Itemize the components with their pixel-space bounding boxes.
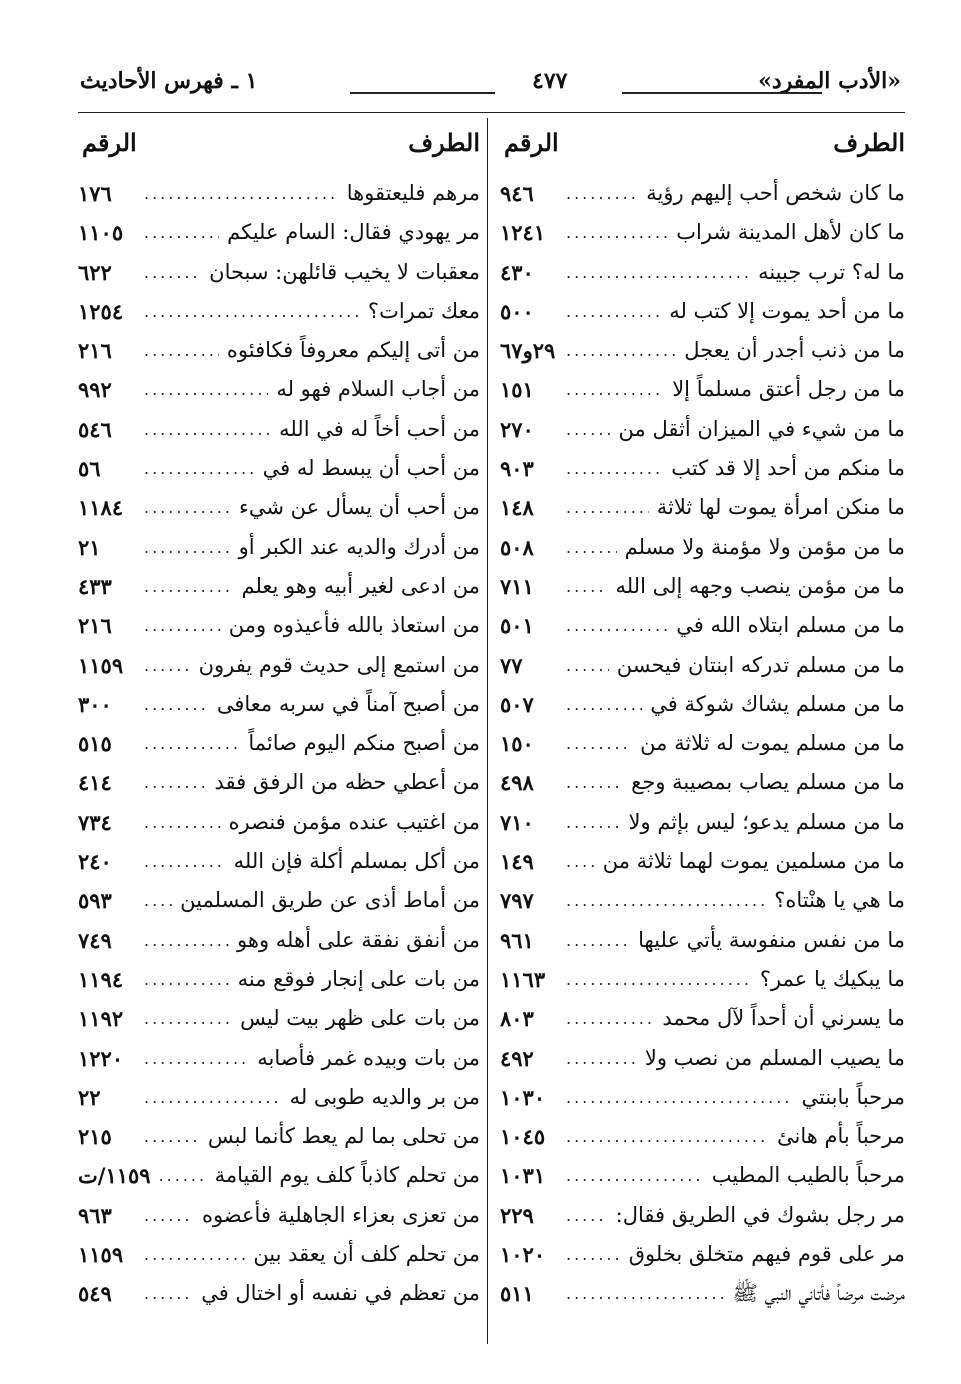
leader-dots: [144, 331, 219, 370]
entry-number: ٥٠١: [500, 613, 534, 639]
entry-text: من أعطي حظه من الرفق فقد: [214, 770, 480, 795]
entry-text: من بر والديه طوبى له: [289, 1084, 480, 1109]
index-entry: [78, 646, 480, 685]
entry-text: مرحباً بابنتي: [801, 1084, 905, 1109]
index-entry: [500, 881, 905, 920]
entry-number: ٩٤٦: [500, 181, 534, 206]
entry-text: من تعزى بعزاء الجاهلية فأعضوه: [201, 1202, 480, 1227]
entry-text: ما من مؤمن ولا مؤمنة ولا مسلم: [624, 534, 905, 559]
index-entry: [500, 724, 905, 763]
index-entry: [500, 999, 905, 1038]
leader-dots: [566, 724, 632, 763]
entry-number: ١١٥٩/ت: [78, 1163, 151, 1189]
entry-text: ما منكم من أحد إلا قد كتب: [671, 456, 905, 481]
entry-number: ١٤٨: [500, 495, 534, 521]
index-entry: [500, 174, 905, 213]
leader-dots: [566, 528, 617, 567]
entry-number: ١٤٩: [500, 849, 534, 875]
entry-number: ٥٠٧: [500, 691, 534, 717]
index-entry: [78, 567, 480, 606]
leader-dots: [144, 646, 191, 685]
index-entry: [500, 1274, 905, 1313]
index-column-left: [78, 126, 480, 1314]
leader-dots: [566, 370, 664, 409]
entry-number: ١٠٤٥: [500, 1124, 546, 1150]
index-entry: [500, 292, 905, 331]
entry-text: من أصبح آمناً في سربه معافى: [216, 691, 480, 716]
entry-text: من ادعى لغير أبيه وهو يعلم: [241, 573, 480, 598]
entry-number: ٨٠٣: [500, 1006, 534, 1032]
leader-dots: [144, 528, 231, 567]
entry-text: ما يصيب المسلم من نصب ولا: [644, 1045, 905, 1070]
entry-number: ١٥١: [500, 377, 534, 403]
index-entry: [500, 528, 905, 567]
index-entry: [78, 724, 480, 763]
entry-text: من أحب أن يبسط له في: [262, 456, 480, 481]
entry-number: ٤٩٨: [500, 770, 534, 796]
entry-text: من تحلم كاذباً كلف يوم القيامة: [214, 1163, 480, 1188]
leader-dots: [144, 488, 231, 527]
index-entry: [78, 960, 480, 999]
index-entry: [78, 213, 480, 252]
entry-number: ٦٢٢: [78, 259, 112, 285]
leader-dots: [144, 999, 232, 1038]
index-entry: [500, 803, 905, 842]
entry-number: ٧٣٤: [78, 809, 112, 835]
entry-text: ما من أحد يموت إلا كتب له: [669, 298, 905, 323]
header-tarf: الطرف: [833, 128, 905, 157]
index-entry: [78, 842, 480, 881]
leader-dots: [144, 370, 268, 409]
index-entry: [78, 606, 480, 645]
section-title: ١ ـ فهرس الأحاديث: [80, 68, 258, 94]
header-raqm: الرقم: [82, 128, 137, 157]
index-entry: [78, 999, 480, 1038]
leader-dots: [144, 1196, 194, 1235]
header-rule: [622, 92, 822, 94]
leader-dots: [566, 606, 668, 645]
entry-text: مرحباً بالطيب المطيب: [711, 1163, 905, 1188]
index-entry: [78, 1156, 480, 1195]
index-entry: [500, 1078, 905, 1117]
entry-number: ٢١٦: [78, 613, 112, 639]
entry-number: ٢٢٩: [500, 1202, 534, 1228]
leader-dots: [144, 1117, 200, 1156]
leader-dots: [566, 1156, 704, 1195]
entry-number: ٩٦٣: [78, 1202, 112, 1228]
leader-dots: [566, 1235, 621, 1274]
index-entry: [78, 1196, 480, 1235]
index-entry: [78, 803, 480, 842]
entry-number: ١٥٠: [500, 731, 534, 757]
index-entry: [500, 449, 905, 488]
entry-text: مرحباً بأم هانئ: [777, 1124, 905, 1149]
index-entry: [78, 763, 480, 802]
index-entry: [78, 921, 480, 960]
index-entry: [500, 763, 905, 802]
entry-text: من تعظم في نفسه أو اختال في: [201, 1281, 480, 1306]
entry-text: ما من شيء في الميزان أثقل من: [618, 416, 905, 441]
entry-text: ما له؟ ترب جبينه: [758, 259, 905, 284]
entry-number: ٥٠٠: [500, 298, 534, 324]
leader-dots: [566, 1039, 637, 1078]
entry-text: من أحب أن يسأل عن شيء: [238, 495, 480, 520]
leader-dots: [566, 410, 611, 449]
entry-number: ٥٩٣: [78, 888, 112, 914]
entry-number: ١١٦٣: [500, 966, 546, 992]
entry-number: ٤٣٠: [500, 259, 534, 285]
entry-number: ٥٤٩: [78, 1281, 112, 1307]
leader-dots: [144, 1039, 249, 1078]
index-entry: [500, 842, 905, 881]
leader-dots: [144, 921, 229, 960]
entry-number: ٩٦١: [500, 927, 534, 953]
leader-dots: [566, 763, 623, 802]
entry-text: من أحب أخاً له في الله: [279, 416, 480, 441]
entry-text: ما من مسلم يصاب بمصيبة وجع: [631, 770, 905, 795]
entry-number: ٣٠٠: [78, 691, 112, 717]
entry-number: ١١٥٩: [78, 652, 124, 678]
leader-dots: [566, 1117, 769, 1156]
leader-dots: [566, 646, 609, 685]
entry-text: ما من رجل أعتق مسلماً إلا: [672, 377, 905, 402]
leader-dots: [144, 410, 271, 449]
entry-number: ٩٩٢: [78, 377, 112, 403]
entry-number: ٩٠٣: [500, 456, 534, 482]
entry-number: ٧٩٧: [500, 888, 534, 914]
entry-number: ٧١١: [500, 573, 534, 599]
entry-number: ١١٩٢: [78, 1006, 124, 1032]
index-entry: [78, 1235, 480, 1274]
leader-dots: [566, 960, 752, 999]
entry-number: ٧٤٩: [78, 927, 112, 953]
entry-number: ١٢٢٠: [78, 1045, 124, 1071]
entry-text: من أتى إليكم معروفاً فكافئوه: [226, 338, 480, 363]
leader-dots: [144, 253, 201, 292]
index-entry: [500, 685, 905, 724]
header-rule: [350, 92, 495, 94]
leader-dots: [144, 881, 172, 920]
book-title: «الأدب المفرد»: [758, 68, 901, 94]
leader-dots: [566, 449, 663, 488]
entry-text: مرهم فليعتقوها: [346, 181, 480, 205]
entry-number: ٢١: [78, 534, 101, 560]
entry-text: من بات على إنجار فوقع منه: [237, 966, 480, 991]
leader-dots: [144, 567, 233, 606]
entry-text: ما من مؤمن ينصب وجهه إلى الله: [615, 573, 905, 598]
leader-dots: [566, 1274, 725, 1313]
index-rows: [78, 174, 480, 1314]
entry-text: ما من نفس منفوسة يأتي عليها: [638, 927, 905, 952]
entry-text: من اغتيب عنده مؤمن فنصره: [228, 809, 480, 834]
entry-number: ٢٢: [78, 1084, 101, 1110]
entry-text: من بات على ظهر بيت ليس: [240, 1006, 480, 1031]
index-entry: [78, 1274, 480, 1313]
index-entry: [500, 1156, 905, 1195]
leader-dots: [144, 685, 209, 724]
index-entry: [500, 1235, 905, 1274]
entry-number: ٥٤٦: [78, 416, 112, 442]
index-entry: [500, 488, 905, 527]
top-rule: [78, 112, 905, 113]
leader-dots: [144, 292, 360, 331]
header-tarf: الطرف: [408, 128, 480, 157]
entry-text: من استعاذ بالله فأعيذوه ومن: [228, 613, 480, 638]
leader-dots: [566, 253, 750, 292]
index-entry: [78, 1039, 480, 1078]
index-entry: [500, 213, 905, 252]
index-entry: [78, 1078, 480, 1117]
index-entry: [78, 449, 480, 488]
entry-text: ما كان لأهل المدينة شراب: [676, 220, 905, 245]
entry-text: من أنفق نفقة على أهله وهو: [237, 927, 480, 952]
leader-dots: [566, 488, 649, 527]
leader-dots: [144, 803, 221, 842]
index-entry: [500, 646, 905, 685]
entry-number: ١٠٣١: [500, 1163, 546, 1189]
index-entry: [78, 685, 480, 724]
index-entry: [78, 488, 480, 527]
running-header: [80, 68, 901, 104]
leader-dots: [566, 1078, 794, 1117]
entry-number: ٢١٥: [78, 1124, 112, 1150]
leader-dots: [144, 174, 339, 213]
entry-text: مر يهودي فقال: السام عليكم: [227, 220, 480, 245]
entry-number: ٥٠٨: [500, 534, 534, 560]
leader-dots: [566, 567, 607, 606]
entry-text: ما من مسلمين يموت لهما ثلاثة من: [602, 849, 905, 874]
entry-text: مر على قوم فيهم متخلق بخلوق: [628, 1242, 905, 1267]
index-rows: [500, 174, 905, 1314]
leader-dots: [566, 999, 654, 1038]
index-entry: [500, 410, 905, 449]
index-entry: [500, 921, 905, 960]
entry-text: من استمع إلى حديث قوم يفرون: [198, 652, 480, 677]
leader-dots: [566, 213, 668, 252]
entry-text: من تحلم كلف أن يعقد بين: [253, 1242, 480, 1267]
entry-number: ١٢٤١: [500, 220, 546, 246]
leader-dots: [566, 292, 661, 331]
index-entry: [500, 1117, 905, 1156]
entry-number: ١٠٣٠: [500, 1084, 546, 1110]
entry-text: معك تمرات؟: [367, 298, 480, 323]
entry-number: ٥١١: [500, 1281, 534, 1307]
index-entry: [78, 881, 480, 920]
entry-text: من أماط أذى عن طريق المسلمين: [180, 888, 480, 913]
entry-number: ١١٨٤: [78, 495, 124, 521]
index-entry: [500, 960, 905, 999]
entry-text: معقبات لا يخيب قائلهن: سبحان: [209, 259, 480, 284]
index-entry: [500, 606, 905, 645]
leader-dots: [144, 1274, 193, 1313]
index-entry: [78, 410, 480, 449]
entry-number: ١٠٢٠: [500, 1242, 546, 1268]
entry-number: ٢٩و٦٧: [500, 338, 556, 364]
entry-text: من تحلى بما لم يعط كأنما لبس: [207, 1124, 480, 1149]
entry-text: ما من مسلم تدركه ابنتان فيحسن: [616, 652, 905, 677]
entry-number: ١١٩٤: [78, 966, 124, 992]
index-entry: [500, 567, 905, 606]
entry-text: من أدرك والديه عند الكبر أو: [238, 534, 480, 559]
leader-dots: [144, 842, 226, 881]
leader-dots: [144, 213, 219, 252]
entry-text: من أصبح منكم اليوم صائماً: [248, 731, 480, 756]
entry-text: ما من مسلم يدعو؛ ليس بإثم ولا: [628, 809, 905, 834]
entry-number: ٧٧: [500, 652, 523, 678]
entry-number: ٥١٥: [78, 731, 112, 757]
index-column-right: [500, 126, 905, 1314]
entry-text: ما كان شخص أحب إليهم رؤية: [646, 181, 905, 205]
entry-text: ما يسرني أن أحداً لآل محمد: [662, 1006, 905, 1031]
leader-dots: [566, 881, 766, 920]
leader-dots: [566, 685, 642, 724]
leader-dots: [144, 724, 240, 763]
entry-text: مرضت مرضاً فأتاني النبي ﷺ: [732, 1281, 905, 1306]
entry-text: ما من مسلم ابتلاه الله في: [676, 613, 905, 638]
entry-text: من بات وبيده غمر فأصابه: [257, 1045, 480, 1070]
entry-number: ٢٤٠: [78, 849, 112, 875]
leader-dots: [566, 842, 595, 881]
entry-text: ما منكن امرأة يموت لها ثلاثة: [656, 495, 905, 520]
leader-dots: [144, 1078, 282, 1117]
leader-dots: [566, 921, 630, 960]
index-entry: [500, 1196, 905, 1235]
index-entry: [500, 370, 905, 409]
entry-number: ٤٣٣: [78, 573, 112, 599]
entry-number: ١١٠٥: [78, 220, 124, 246]
index-entry: [500, 331, 905, 370]
entry-text: ما من مسلم يموت له ثلاثة من: [640, 731, 905, 756]
entry-text: مر رجل بشوك في الطريق فقال:: [615, 1202, 905, 1227]
leader-dots: [159, 1156, 207, 1195]
entry-number: ٤٩٢: [500, 1045, 534, 1071]
index-entry: [500, 1039, 905, 1078]
entry-text: ما يبكيك يا عمر؟: [759, 966, 905, 991]
column-header: [500, 126, 905, 174]
entry-text: ما من مسلم يشاك شوكة في: [650, 691, 905, 716]
entry-text: ما هي يا هنْتاه؟: [774, 888, 905, 913]
header-raqm: الرقم: [504, 128, 559, 157]
leader-dots: [144, 763, 207, 802]
leader-dots: [144, 1235, 245, 1274]
index-entry: [78, 174, 480, 213]
entry-number: ١١٥٩: [78, 1242, 124, 1268]
leader-dots: [566, 1196, 608, 1235]
entry-number: ٧١٠: [500, 809, 534, 835]
entry-number: ١٧٦: [78, 181, 112, 206]
leader-dots: [144, 449, 255, 488]
leader-dots: [144, 606, 221, 645]
entry-text: من أجاب السلام فهو له: [276, 377, 480, 402]
index-entry: [78, 331, 480, 370]
index-entry: [500, 253, 905, 292]
entry-number: ٢٧٠: [500, 416, 534, 442]
entry-number: ٤١٤: [78, 770, 112, 796]
page-number: ٤٧٧: [532, 68, 568, 94]
index-entry: [78, 1117, 480, 1156]
entry-text: ما من ذنب أجدر أن يعجل: [684, 338, 905, 363]
index-entry: [78, 370, 480, 409]
leader-dots: [566, 331, 676, 370]
entry-number: ١٢٥٤: [78, 298, 124, 324]
leader-dots: [144, 960, 230, 999]
leader-dots: [566, 174, 638, 213]
leader-dots: [566, 803, 621, 842]
entry-number: ٢١٦: [78, 338, 112, 364]
column-divider: [487, 118, 488, 1344]
column-header: [78, 126, 480, 174]
index-entry: [78, 253, 480, 292]
entry-number: ٥٦: [78, 456, 101, 482]
index-entry: [78, 528, 480, 567]
entry-text: من أكل بمسلم أكلة فإن الله: [233, 849, 480, 874]
index-entry: [78, 292, 480, 331]
